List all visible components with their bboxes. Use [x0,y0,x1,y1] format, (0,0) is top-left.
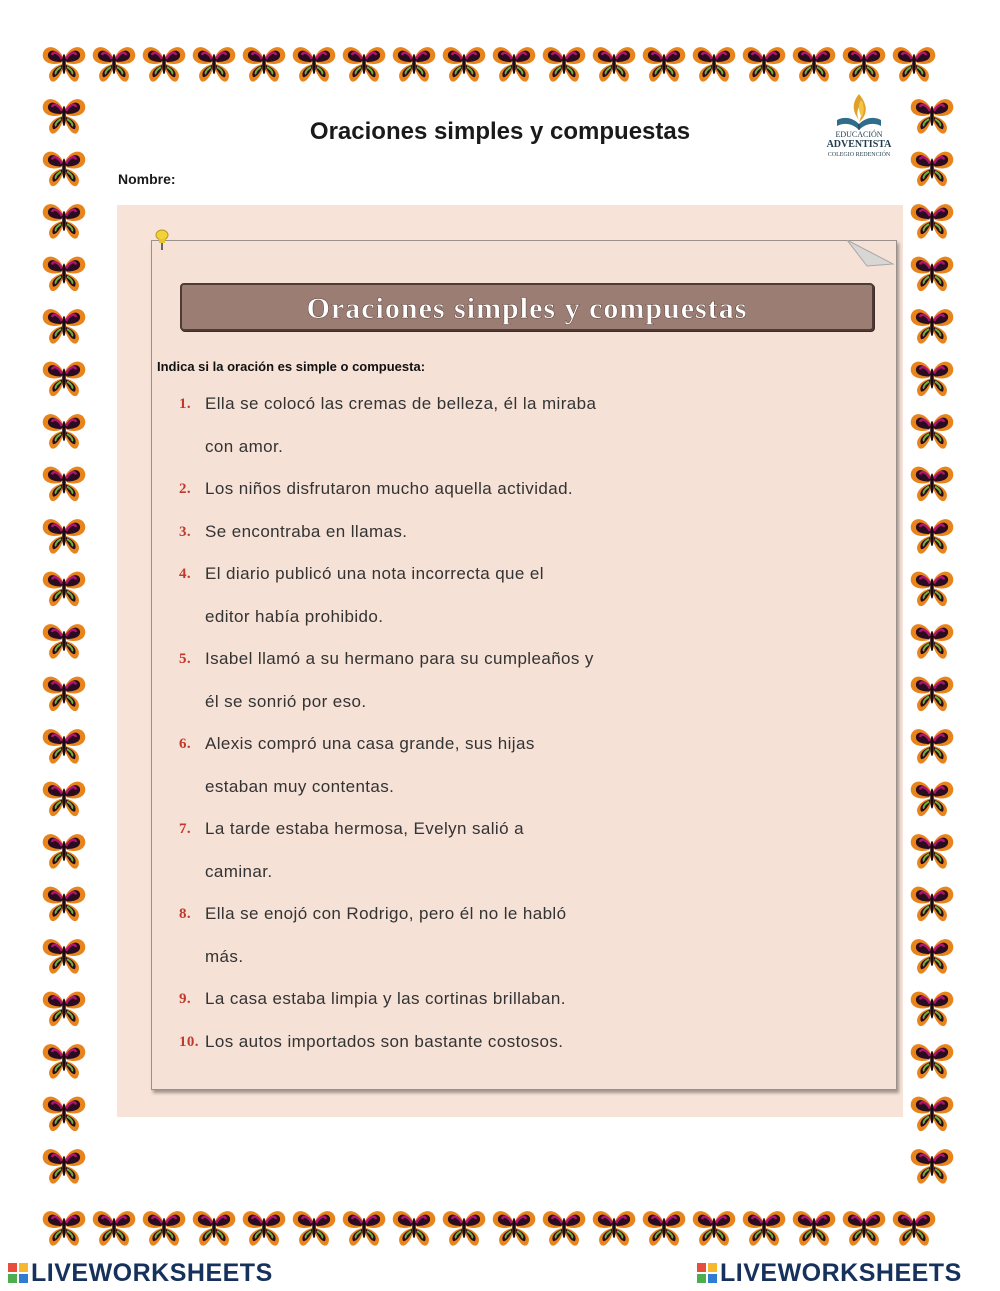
sentence-list [177,383,777,1063]
butterfly-icon [911,257,954,292]
butterfly-icon [843,47,886,82]
butterfly-icon [911,152,954,187]
butterfly-icon [143,47,186,82]
butterfly-icon [911,99,954,134]
brand-text: LIVEWORKSHEETS [720,1258,962,1287]
butterfly-icon [911,467,954,502]
sentence-line: caminar. [205,861,273,881]
butterfly-icon [393,47,436,82]
sentence-line: Ella se enojó con Rodrigo, pero él no le habló [205,904,567,923]
butterfly-icon [743,1211,786,1246]
butterfly-icon [193,47,236,82]
butterfly-icon [911,204,954,239]
butterfly-icon [43,152,86,187]
liveworksheets-icon [697,1263,717,1283]
butterfly-icon [911,1097,954,1132]
butterfly-icon [893,47,936,82]
butterfly-icon [43,204,86,239]
butterfly-icon [43,99,86,134]
butterfly-icon [343,47,386,82]
sentence-item [177,808,777,893]
sentence-item [177,638,777,723]
butterfly-icon [293,47,336,82]
butterfly-icon [911,834,954,869]
butterfly-icon [911,1149,954,1184]
sentence-line: Alexis compró una casa grande, sus hijas [205,734,535,753]
sentence-line: La tarde estaba hermosa, Evelyn salió a [205,819,524,838]
school-logo [815,90,903,162]
pushpin-icon [153,229,171,251]
butterfly-icon [43,467,86,502]
butterfly-icon [43,887,86,922]
butterfly-icon [43,309,86,344]
butterfly-icon [843,1211,886,1246]
butterfly-icon [911,362,954,397]
sentence-number: 9. [179,991,192,1007]
butterfly-icon [893,1211,936,1246]
butterfly-icon [143,1211,186,1246]
sentence-item [177,383,777,468]
butterfly-icon [43,1044,86,1079]
butterfly-icon [43,677,86,712]
butterfly-icon [43,1149,86,1184]
butterfly-icon [43,414,86,449]
butterfly-icon [43,729,86,764]
butterfly-icon [393,1211,436,1246]
butterfly-icon [793,1211,836,1246]
flame-book-icon [815,90,903,132]
sentence-item [177,978,777,1021]
butterfly-icon [911,572,954,607]
sentence-number: 2. [179,481,192,497]
butterfly-icon [43,519,86,554]
butterfly-icon [911,1044,954,1079]
sentence-number: 8. [179,906,192,922]
liveworksheets-logo-left[interactable] [8,1258,273,1288]
butterfly-icon [43,362,86,397]
butterfly-icon [443,1211,486,1246]
butterfly-icon [911,624,954,659]
page-title: Oraciones simples y compuestas [309,118,691,145]
butterfly-icon [43,782,86,817]
butterfly-icon [911,519,954,554]
butterfly-icon [743,47,786,82]
butterfly-icon [911,782,954,817]
butterfly-icon [243,1211,286,1246]
butterfly-icon [43,992,86,1027]
butterfly-icon [343,1211,386,1246]
sentence-line: Se encontraba en llamas. [205,521,408,541]
butterfly-icon [593,1211,636,1246]
name-label: Nombre: [118,171,176,187]
butterfly-icon [93,1211,136,1246]
logo-line-2: ADVENTISTA [826,139,892,150]
butterfly-icon [693,1211,736,1246]
brand-text: LIVEWORKSHEETS [31,1258,273,1287]
sentence-number: 6. [179,736,192,752]
liveworksheets-logo-right[interactable] [697,1258,962,1288]
sentence-number: 3. [179,523,192,540]
butterfly-icon [911,309,954,344]
butterfly-icon [293,1211,336,1246]
sentence-item [177,893,777,978]
butterfly-icon [93,47,136,82]
butterfly-icon [493,1211,536,1246]
sentence-line: Isabel llamó a su hermano para su cumpleaños y [205,649,594,668]
sentence-line: estaban muy contentas. [205,776,395,796]
sentence-line: La casa estaba limpia y las cortinas brillaban. [205,989,566,1008]
butterfly-icon [593,47,636,82]
butterfly-icon [693,47,736,82]
butterfly-icon [43,1211,86,1246]
sentence-line: con amor. [205,436,284,456]
sentence-line: Los autos importados son bastante costosos. [205,1031,564,1051]
butterfly-icon [43,257,86,292]
butterfly-icon [43,47,86,82]
sentence-number: 5. [179,651,192,667]
sentence-line: más. [205,946,244,966]
butterfly-icon [243,47,286,82]
butterfly-icon [543,1211,586,1246]
sentence-line: editor había prohibido. [205,606,384,626]
sentence-item [177,468,777,511]
butterfly-icon [793,47,836,82]
sentence-line: Ella se colocó las cremas de belleza, él la miraba [205,394,597,413]
sentence-item [177,723,777,808]
butterfly-icon [911,939,954,974]
page-curl-icon [847,240,897,268]
butterfly-icon [43,572,86,607]
butterfly-icon [911,677,954,712]
butterfly-icon [911,887,954,922]
sentence-item [177,553,777,638]
worksheet-image [117,205,903,1117]
instruction-text: Indica si la oración es simple o compuesta: [157,359,426,374]
butterfly-icon [43,1097,86,1132]
butterfly-icon [911,414,954,449]
sentence-number: 4. [179,566,192,582]
sentence-number: 10. [179,1033,199,1050]
butterfly-icon [643,1211,686,1246]
butterfly-icon [43,939,86,974]
worksheet-banner [180,283,874,331]
butterfly-icon [911,729,954,764]
sentence-line: Los niños disfrutaron mucho aquella actividad. [205,479,574,498]
liveworksheets-icon [8,1263,28,1283]
butterfly-icon [443,47,486,82]
butterfly-icon [493,47,536,82]
sentence-number: 7. [179,821,192,837]
sentence-number: 1. [179,396,192,412]
logo-line-1: EDUCACIÓN [835,130,883,139]
sentence-item [177,511,777,554]
sentence-line: El diario publicó una nota incorrecta que el [205,564,544,583]
butterfly-icon [543,47,586,82]
sentence-line: él se sonrió por eso. [205,691,367,711]
butterfly-icon [643,47,686,82]
butterfly-icon [193,1211,236,1246]
butterfly-icon [43,834,86,869]
butterfly-icon [911,992,954,1027]
sentence-item [177,1021,777,1064]
butterfly-icon [43,624,86,659]
logo-line-3: COLEGIO REDENCIÓN [827,152,891,158]
banner-title: Oraciones simples y compuestas [306,292,748,325]
